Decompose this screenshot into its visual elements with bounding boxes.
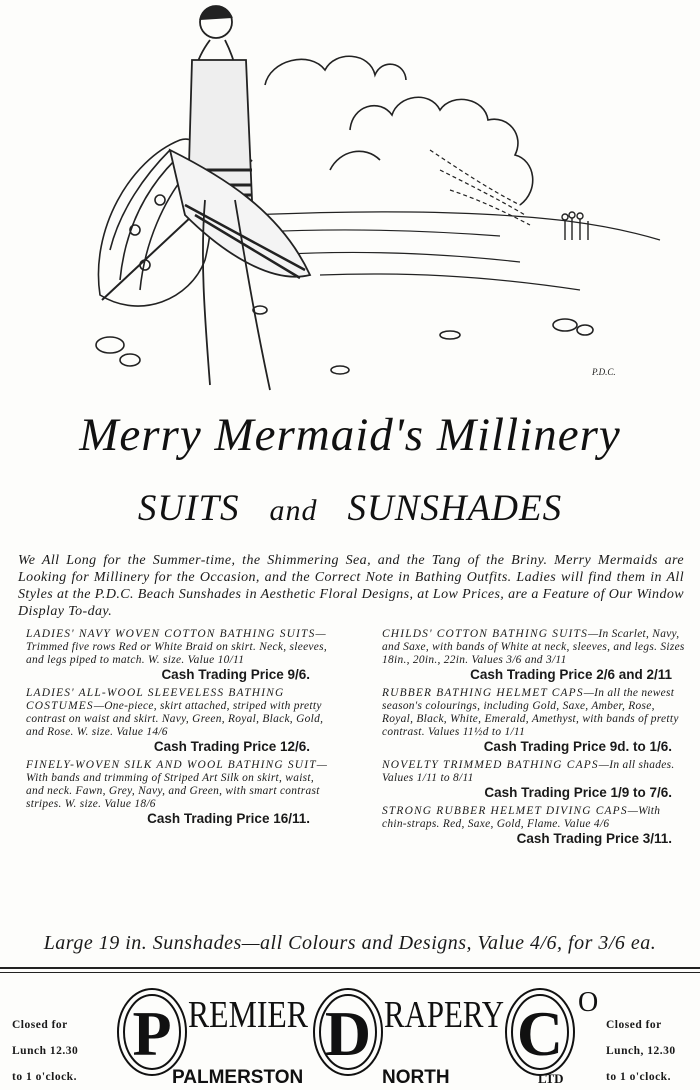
product-price: Cash Trading Price 1/9 to 7/6.: [484, 785, 672, 800]
closed-line: to 1 o'clock.: [12, 1071, 77, 1083]
logo-word-rapery: RAPERY: [384, 994, 504, 1036]
product-description: [382, 687, 686, 739]
product-description: [26, 687, 334, 739]
artist-initials: P.D.C.: [592, 367, 616, 377]
product-item: [26, 759, 334, 827]
beach-illustration: [20, 0, 700, 400]
product-name: RUBBER BATHING HELMET CAPS: [382, 687, 584, 699]
distant-bathers: [562, 212, 588, 240]
bather-figure: [170, 6, 310, 390]
subhead-and: and: [269, 494, 318, 527]
product-item: [26, 687, 334, 755]
left-column: [26, 628, 334, 831]
logo-ltd: LTD: [538, 1071, 564, 1086]
closed-line: Closed for: [606, 1019, 662, 1031]
product-item: [382, 687, 686, 755]
product-price: Cash Trading Price 3/11.: [516, 831, 672, 846]
product-name: LADIES' ALL-WOOL SLEEVELESS BATHING COSTUMES: [26, 687, 285, 712]
subhead-suits: SUITS: [137, 488, 240, 529]
product-description: [382, 805, 686, 831]
intro-paragraph: We All Long for the Summer-time, the Shimmering Sea, and the Tang of the Briny. Merry Mermaids are Looking for Millinery for the Occasion, and the Correct Note in Bathing Outfits. Ladies will find them in All Styles at the P.D.C. Beach Sunshades in Aesthetic Floral Designs, at Low Prices, are a Feature of Our Window Display To-day.: [18, 553, 684, 619]
product-item: [382, 759, 686, 801]
product-details: —One-piece, skirt attached, striped with pretty contrast on waist and skirt. Navy, Green, Royal, Black, Gold, and Rose. W. size. Value 14/6: [26, 700, 324, 738]
logo-initial-p: P: [132, 998, 172, 1069]
logo-town-north: NORTH: [382, 1067, 450, 1087]
logo-word-remier: REMIER: [188, 994, 309, 1036]
product-item: [382, 805, 686, 847]
product-details: —With bands and trimming of Striped Art Silk on skirt, waist, and neck. Fawn, Grey, Navy, and Green, with smart contrast stripes. W. size. Value 18/6: [26, 759, 328, 810]
closed-line: Lunch 12.30: [12, 1045, 79, 1057]
product-price: Cash Trading Price 16/11.: [147, 811, 310, 826]
product-details: —In all shades. Values 1/11 to 8/11: [382, 759, 675, 784]
product-item: [26, 628, 334, 683]
product-item: [382, 628, 686, 683]
product-details: —With chin-straps. Red, Saxe, Gold, Flame. Value 4/6: [382, 805, 661, 830]
product-price: Cash Trading Price 12/6.: [153, 739, 310, 754]
product-details: —In all the newest season's colourings, including Gold, Saxe, Amber, Rose, Royal, Black, White, Emerald, Amethyst, with bands of pretty contrast. Values 11½d to 1/11: [382, 687, 679, 738]
product-details: —In Scarlet, Navy, and Saxe, with bands of White at neck, sleeves, and legs. Sizes 18in., 20in., 22in. Values 3/6 and 3/11: [382, 628, 685, 666]
subhead: [0, 487, 700, 530]
cloud-drawing: [265, 56, 533, 205]
product-name: FINELY-WOVEN SILK AND WOOL BATHING SUIT: [26, 759, 317, 771]
divider: [0, 967, 700, 969]
closed-line: Closed for: [12, 1019, 68, 1031]
sunshades-offer: Large 19 in. Sunshades—all Colours and Designs, Value 4/6, for 3/6 ea.: [43, 932, 657, 954]
right-column: [382, 628, 686, 851]
product-description: [382, 628, 686, 667]
closed-notice-right: [606, 1012, 694, 1090]
product-name: LADIES' NAVY WOVEN COTTON BATHING SUITS: [26, 628, 316, 640]
closed-line: to 1 o'clock.: [606, 1071, 671, 1083]
product-description: [26, 628, 334, 667]
product-name: CHILDS' COTTON BATHING SUITS: [382, 628, 588, 640]
product-price: Cash Trading Price 9d. to 1/6.: [483, 739, 672, 754]
closed-notice-left: [12, 1012, 112, 1090]
headline: Merry Mermaid's Millinery: [79, 409, 621, 461]
logo-town-palmerston: PALMERSTON: [172, 1067, 304, 1087]
product-description: [382, 759, 686, 785]
closed-line: Lunch, 12.30: [606, 1045, 676, 1057]
logo-initial-d: D: [324, 998, 372, 1069]
premier-drapery-logo: [110, 975, 598, 1087]
product-description: [26, 759, 334, 811]
rocks-drawing: [96, 306, 593, 374]
divider: [0, 972, 700, 973]
product-price: Cash Trading Price 2/6 and 2/11: [470, 667, 672, 682]
product-price: Cash Trading Price 9/6.: [161, 667, 310, 682]
product-name: NOVELTY TRIMMED BATHING CAPS: [382, 759, 599, 771]
product-details: —Trimmed five rows Red or White Braid on skirt. Neck, sleeves, and legs piped to match. W. size. Value 10/11: [26, 628, 328, 666]
subhead-sunshades: SUNSHADES: [347, 488, 563, 529]
product-name: STRONG RUBBER HELMET DIVING CAPS: [382, 805, 628, 817]
logo-letter-o: O: [578, 987, 598, 1018]
logo-initial-c: C: [516, 998, 564, 1069]
sea-drawing: [250, 150, 660, 290]
